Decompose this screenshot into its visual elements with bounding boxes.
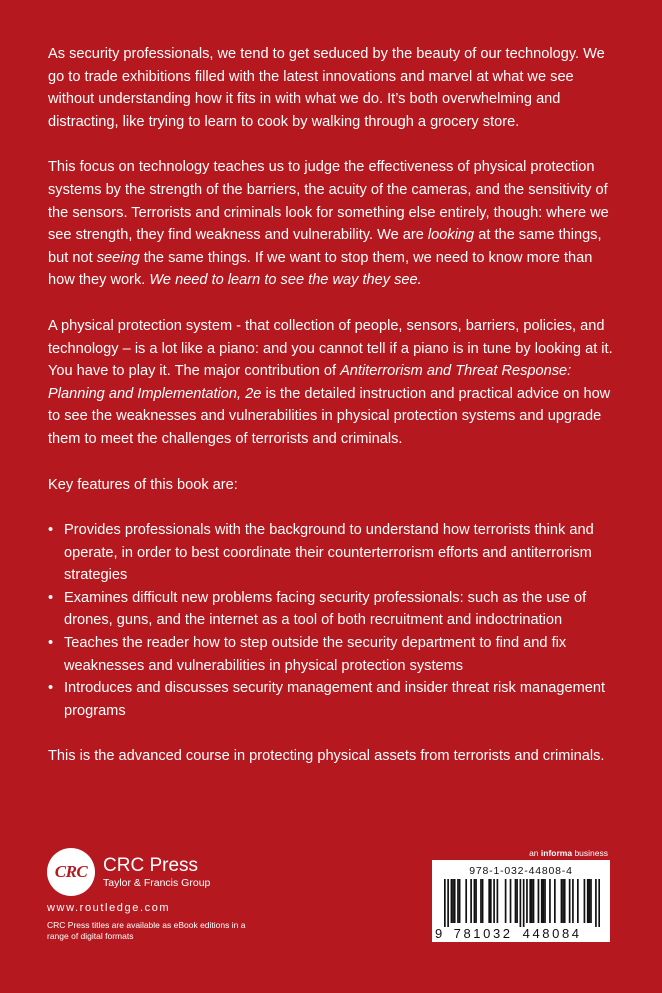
barcode-bar bbox=[544, 879, 546, 923]
barcode-bar bbox=[598, 879, 600, 927]
barcode-bar bbox=[516, 879, 518, 923]
barcode-bar bbox=[497, 879, 499, 923]
barcode-bar bbox=[454, 879, 456, 923]
barcode-bar bbox=[482, 879, 484, 923]
barcode-bar bbox=[452, 879, 454, 923]
description-paragraph: As security professionals, we tend to get seduced by the beauty of our technology. We go to trade exhibitions filled with the latest innovations and marvel at what we see without understanding how it fits in with what we do. It’s both overwhelming and distracting, like trying to learn to cook by walking through a grocery store. bbox=[48, 46, 605, 130]
barcode-bar bbox=[529, 879, 531, 923]
barcode-bar bbox=[549, 879, 551, 923]
barcode-bar bbox=[447, 879, 449, 927]
barcode-bar bbox=[590, 879, 592, 923]
barcode-bar bbox=[572, 879, 574, 923]
publisher-website: www.routledge.com bbox=[47, 902, 171, 914]
barcode-bar bbox=[488, 879, 490, 923]
description-paragraph: A physical protection system - that collection of people, sensors, barriers, policies, and technology – is a lot like a piano: and you cannot tell if a piano is in tune by looking at it. You have to play it. The major contribution of Antiterrorism and Threat Response: Planning and Implementation, 2e is the detailed instruction and practical advice on how to see the weaknesses and vulnerabilities in physical protection systems and upgrade them to meet the challenges of terrorists and criminals. bbox=[48, 317, 613, 447]
barcode-bar bbox=[533, 879, 535, 923]
barcode-bar bbox=[538, 879, 540, 923]
barcode-right-group: 448084 bbox=[522, 926, 582, 941]
feature-item: • Introduces and discusses security management and insider threat risk management programs bbox=[48, 677, 623, 722]
description-paragraphs bbox=[48, 43, 623, 451]
description-paragraph: This focus on technology teaches us to judge the effectiveness of physical protection systems by the strength of the barriers, the acuity of the cameras, and the sensitivity of the sensors. Terrorists and criminals look for something else entirely, though: where we see strength, they find weakness and vulnerability. We are looking at the same things, but not seeing the same things. If we want to stop them, we need to know more than how they work. We need to learn to see the way they see. bbox=[48, 159, 609, 289]
back-cover-text bbox=[48, 43, 623, 791]
barcode-bar bbox=[474, 879, 476, 923]
barcode-bar bbox=[589, 879, 591, 923]
barcode-bar bbox=[470, 879, 472, 923]
features-list bbox=[48, 519, 623, 722]
barcode-bar bbox=[459, 879, 461, 923]
ebook-note: CRC Press titles are available as eBook editions in a range of digital formats bbox=[47, 920, 246, 941]
barcode-bar bbox=[510, 879, 512, 923]
crc-logo-icon: CRC bbox=[47, 848, 95, 896]
isbn-label: 978-1-032-44808-4 bbox=[469, 865, 573, 877]
barcode-bar bbox=[493, 879, 495, 923]
barcode-bar bbox=[541, 879, 543, 923]
isbn-digits bbox=[435, 926, 606, 941]
barcode-bar bbox=[543, 879, 545, 923]
barcode-bar bbox=[562, 879, 564, 923]
closing-statement: This is the advanced course in protecting physical assets from terrorists and criminals. bbox=[48, 748, 605, 765]
barcode-bar bbox=[490, 879, 492, 923]
barcode-bar bbox=[465, 879, 467, 923]
feature-item: • Examines difficult new problems facing security professionals: such as the use of drones, guns, and the internet as a tool of both recruitment and indoctrination bbox=[48, 587, 623, 632]
barcode-bar bbox=[475, 879, 477, 923]
isbn-barcode bbox=[432, 860, 610, 942]
barcode-left-group: 781032 bbox=[453, 926, 513, 941]
barcode-bar bbox=[587, 879, 589, 923]
barcode-bar bbox=[554, 879, 556, 923]
barcode-bar bbox=[457, 879, 459, 923]
barcode-first-digit: 9 bbox=[435, 926, 444, 941]
barcode-bar bbox=[531, 879, 533, 923]
barcode-bar bbox=[584, 879, 586, 923]
barcode-bar bbox=[561, 879, 563, 923]
barcode-bar bbox=[515, 879, 517, 923]
feature-item: • Teaches the reader how to step outside the security department to find and fix weaknesses and vulnerabilities in physical protection systems bbox=[48, 632, 623, 677]
informa-business-tag: an informa business bbox=[529, 848, 608, 858]
barcode-bar bbox=[523, 879, 525, 927]
barcode-bar bbox=[505, 879, 507, 923]
barcode-bars bbox=[444, 879, 600, 927]
barcode-bar bbox=[577, 879, 579, 923]
publisher-name: CRC Press bbox=[103, 854, 199, 876]
publisher-group: Taylor & Francis Group bbox=[103, 876, 211, 889]
barcode-bar bbox=[520, 879, 522, 927]
barcode-bar bbox=[526, 879, 528, 923]
barcode-bar bbox=[451, 879, 453, 923]
feature-item: • Provides professionals with the background to understand how terrorists think and operate, in order to best coordinate their counterterrorism efforts and antiterrorism strategies bbox=[48, 519, 623, 587]
barcode-bar bbox=[480, 879, 482, 923]
barcode-bar bbox=[564, 879, 566, 923]
barcode-bar bbox=[595, 879, 597, 927]
publisher-block bbox=[47, 848, 247, 942]
barcode-bar bbox=[569, 879, 571, 923]
barcode-bar bbox=[444, 879, 446, 927]
features-intro: Key features of this book are: bbox=[48, 476, 238, 493]
